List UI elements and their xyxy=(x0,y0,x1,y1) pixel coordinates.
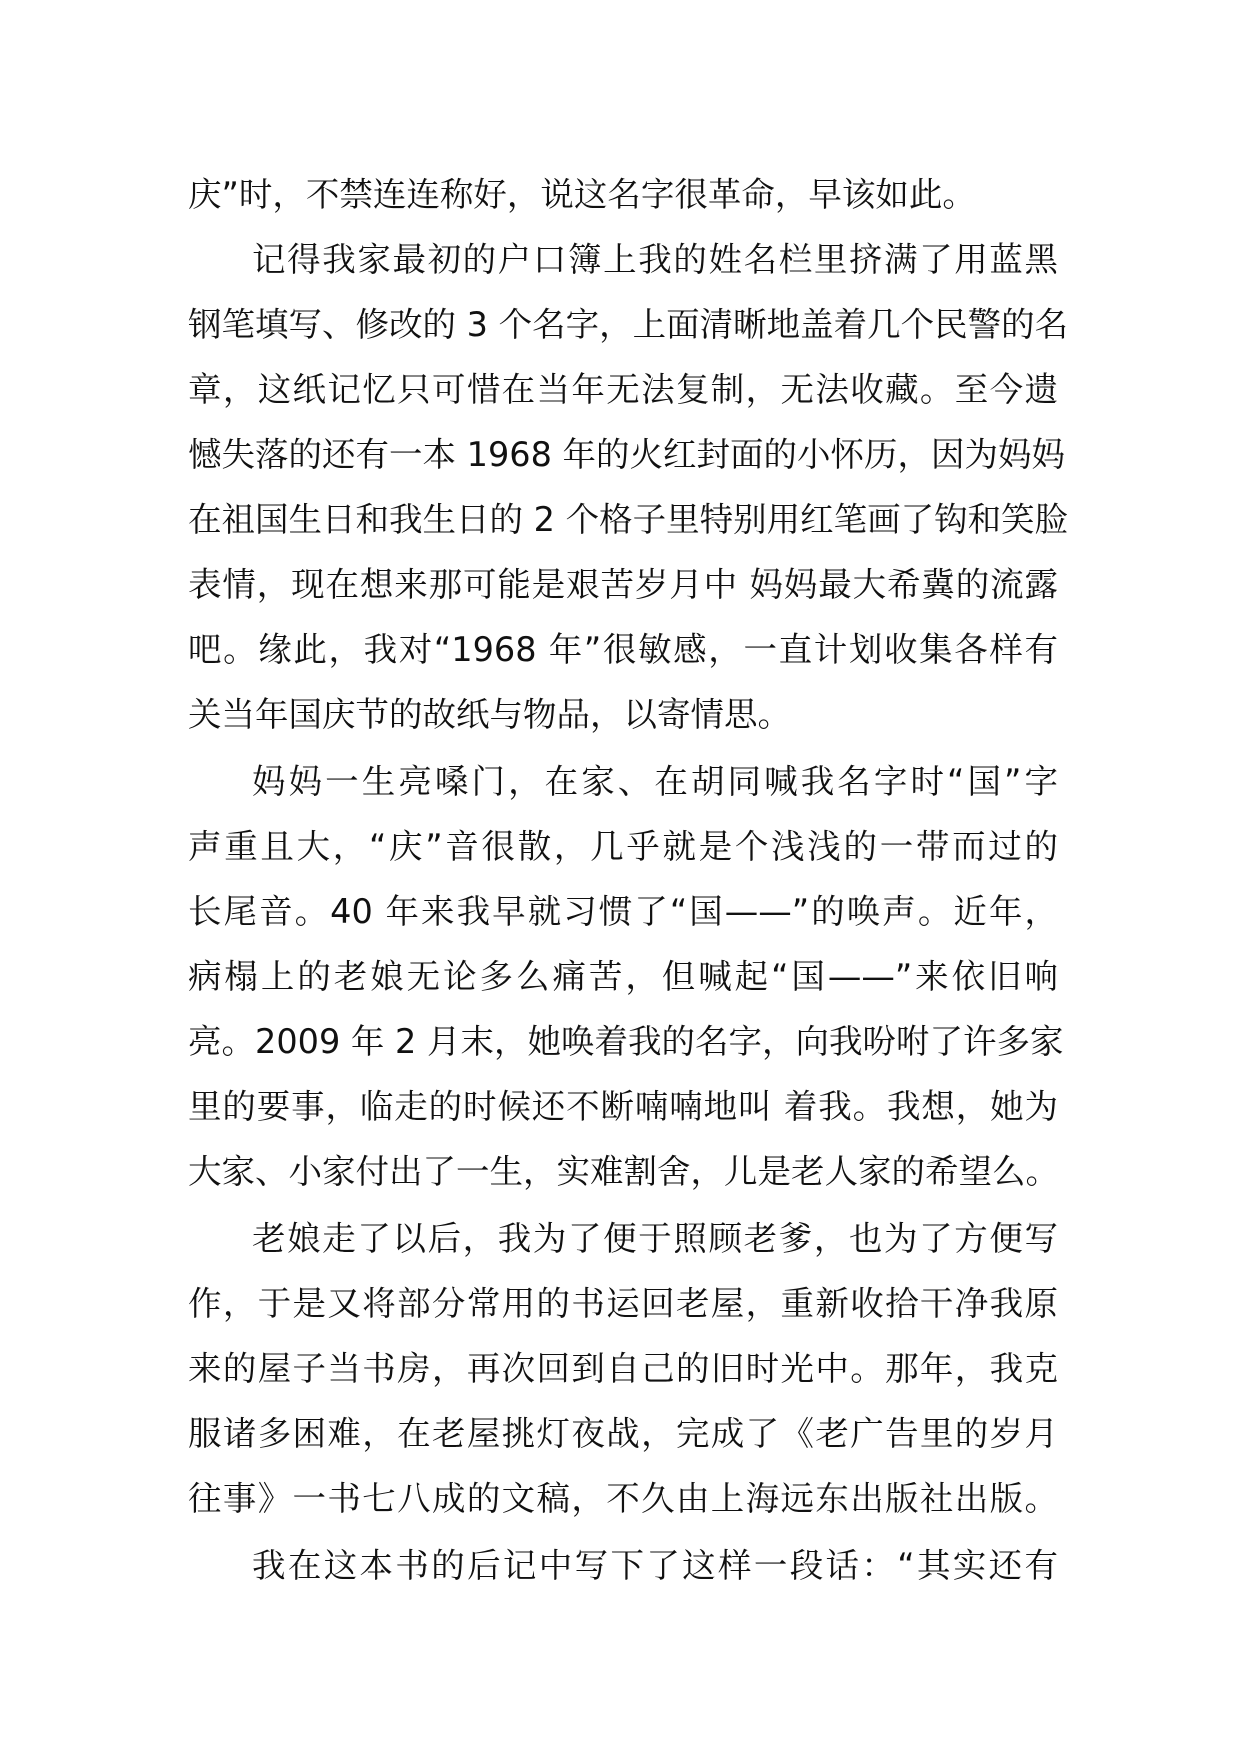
body-text xyxy=(188,162,1069,1598)
text-line: 大家、小家付出了一生，实难割舍，儿是老人家的希望么。 xyxy=(188,1152,1059,1191)
text-line: 关当年国庆节的故纸与物品，以寄情思。 xyxy=(188,695,791,734)
text-line: 里的要事，临走的时候还不断喃喃地叫 着我。我想，她为 xyxy=(188,1087,1058,1126)
text-line: 作，于是又将部分常用的书运回老屋，重新收拾干净我原 xyxy=(188,1284,1058,1323)
text-line: 长尾音。40 年来我早就习惯了“国——”的唤声。近年， xyxy=(188,892,1058,931)
text-line: 病榻上的老娘无论多么痛苦，但喊起“国——”来依旧响 xyxy=(188,957,1058,996)
text-line: 表情，现在想来那可能是艰苦岁月中 妈妈最大希冀的流露 xyxy=(188,565,1058,604)
text-line: 声重且大，“庆”音很散，几乎就是个浅浅的一带而过的 xyxy=(188,827,1058,866)
paragraph-first-line: 老娘走了以后，我为了便于照顾老爹，也为了方便写 xyxy=(252,1219,1058,1258)
text-line: 庆”时，不禁连连称好，说这名字很革命，早该如此。 xyxy=(188,175,976,214)
text-line: 在祖国生日和我生日的 2 个格子里特别用红笔画了钩和笑脸 xyxy=(188,500,1069,539)
text-line: 来的屋子当书房，再次回到自己的旧时光中。那年，我克 xyxy=(188,1349,1058,1388)
text-line: 憾失落的还有一本 1968 年的火红封面的小怀历，因为妈妈 xyxy=(188,435,1066,474)
paragraph-first-line: 我在这本书的后记中写下了这样一段话：“其实还有 xyxy=(252,1546,1058,1585)
text-line: 服诸多困难，在老屋挑灯夜战，完成了《老广告里的岁月 xyxy=(188,1414,1058,1453)
text-line: 章，这纸记忆只可惜在当年无法复制，无法收藏。至今遗 xyxy=(188,370,1058,409)
paragraph-first-line: 记得我家最初的户口簿上我的姓名栏里挤满了用蓝黑 xyxy=(252,240,1058,279)
text-line: 往事》一书七八成的文稿，不久由上海远东出版社出版。 xyxy=(188,1479,1058,1518)
text-line: 钢笔填写、修改的 3 个名字，上面清晰地盖着几个民警的名 xyxy=(188,305,1069,344)
text-line: 吧。缘此，我对“1968 年”很敏感，一直计划收集各样有 xyxy=(188,630,1058,669)
text-line: 亮。2009 年 2 月末，她唤着我的名字，向我吩咐了许多家 xyxy=(188,1022,1064,1061)
paragraph-first-line: 妈妈一生亮嗓门，在家、在胡同喊我名字时“国”字 xyxy=(252,762,1058,801)
